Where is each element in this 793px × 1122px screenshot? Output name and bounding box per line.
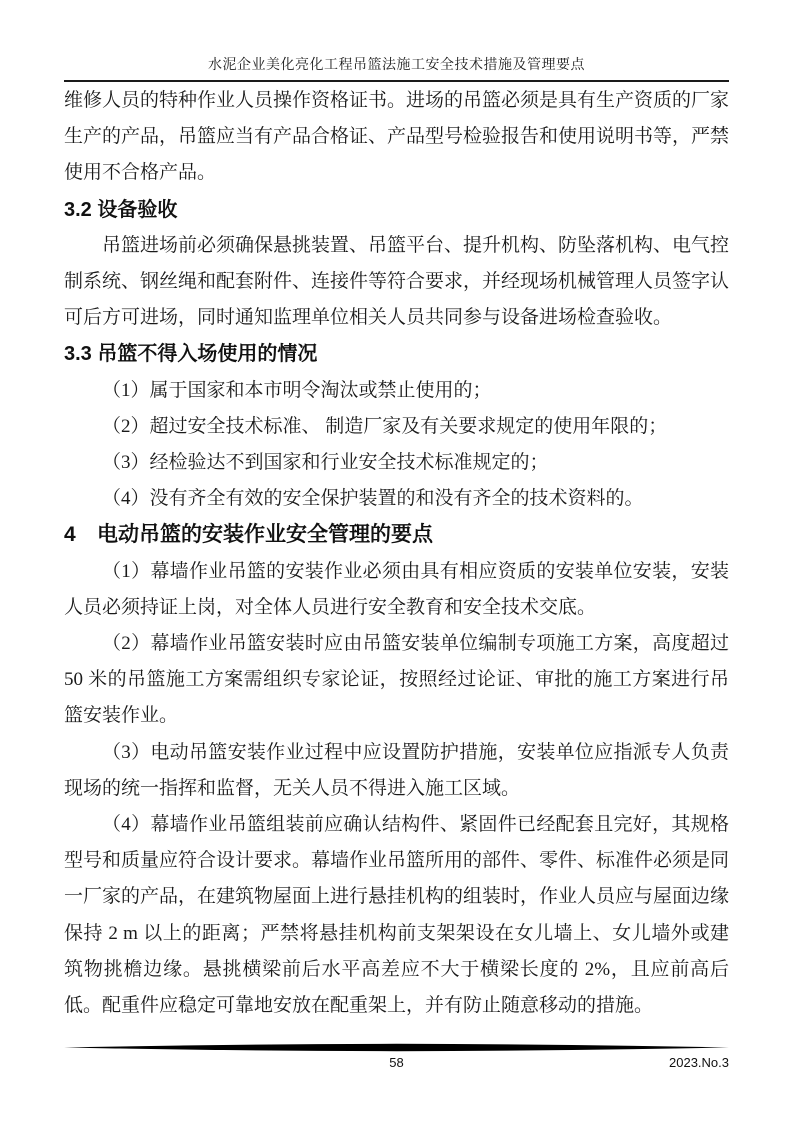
chapter-title: 电动吊篮的安装作业安全管理的要点	[97, 523, 433, 547]
paragraph-section-4-item: （3）电动吊篮安装作业过程中应设置防护措施，安装单位应指派专人负责现场的统一指挥和监督，无关人员不得进入施工区域。	[64, 741, 729, 799]
list-item: （4）没有齐全有效的安全保护装置的和没有齐全的技术资料的。	[102, 488, 644, 510]
issue-number: 2023.No.3	[669, 1055, 729, 1070]
document-body	[64, 82, 729, 1024]
paragraph-continued: 维修人员的特种作业人员操作资格证书。进场的吊篮必须是具有生产资质的厂家生产的产品，吊篮应当有产品合格证、产品型号检验报告和使用说明书等，严禁使用不合格产品。	[64, 90, 730, 184]
section-heading-3-2: 3.2 设备验收	[64, 198, 178, 221]
chapter-heading-4	[64, 517, 729, 553]
running-title: 水泥企业美化亮化工程吊篮法施工安全技术措施及管理要点	[208, 58, 585, 73]
paragraph-section-3-2: 吊篮进场前必须确保悬挑装置、吊篮平台、提升机构、防坠落机构、电气控制系统、钢丝绳和配套附件、连接件等符合要求，并经现场机械管理人员签字认可后方可进场，同时通知监理单位相关人员共同参与设备进场检查验收。	[64, 234, 730, 329]
footer-row	[64, 1055, 729, 1075]
footer-tapered-rule	[64, 1043, 729, 1052]
page-header	[64, 0, 729, 82]
page-footer	[64, 1043, 729, 1075]
page-number: 58	[389, 1055, 404, 1070]
list-item: （3）经检验达不到国家和行业安全技术标准规定的；	[102, 452, 549, 474]
paragraph-section-4-item: （2）幕墙作业吊篮安装时应由吊篮安装单位编制专项施工方案，高度超过 50 米的吊篮施工方案需组织专家论证，按照经过论证、审批的施工方案进行吊篮安装作业。	[64, 633, 729, 727]
paragraph-section-4-item: （1）幕墙作业吊篮的安装作业必须由具有相应资质的安装单位安装，安装人员必须持证上岗，对全体人员进行安全教育和安全技术交底。	[64, 560, 729, 618]
list-item: （1）属于国家和本市明令淘汰或禁止使用的；	[102, 379, 492, 401]
page	[64, 0, 729, 1122]
chapter-number: 4	[64, 523, 76, 547]
list-item: （2）超过安全技术标准、 制造厂家及有关要求规定的使用年限的；	[102, 415, 668, 437]
paragraph-section-4-item: （4）幕墙作业吊篮组装前应确认结构件、紧固件已经配套且完好，其规格型号和质量应符合设计要求。幕墙作业吊篮所用的部件、零件、标准件必须是同一厂家的产品，在建筑物屋面上进行悬挂机构的组装时，作业人员应与屋面边缘保持 2 m 以上的距离；严禁将悬挂机构前支架架设在女儿墙上、女儿墙外或建筑物挑檐边缘。悬挑横梁前后水平高差应不大于横梁长度的 2%，且应前高后低。配重件应稳定可靠地安放在配重架上，并有防止随意移动的措施。	[64, 814, 730, 1017]
section-heading-3-3: 3.3 吊篮不得入场使用的情况	[64, 343, 318, 366]
